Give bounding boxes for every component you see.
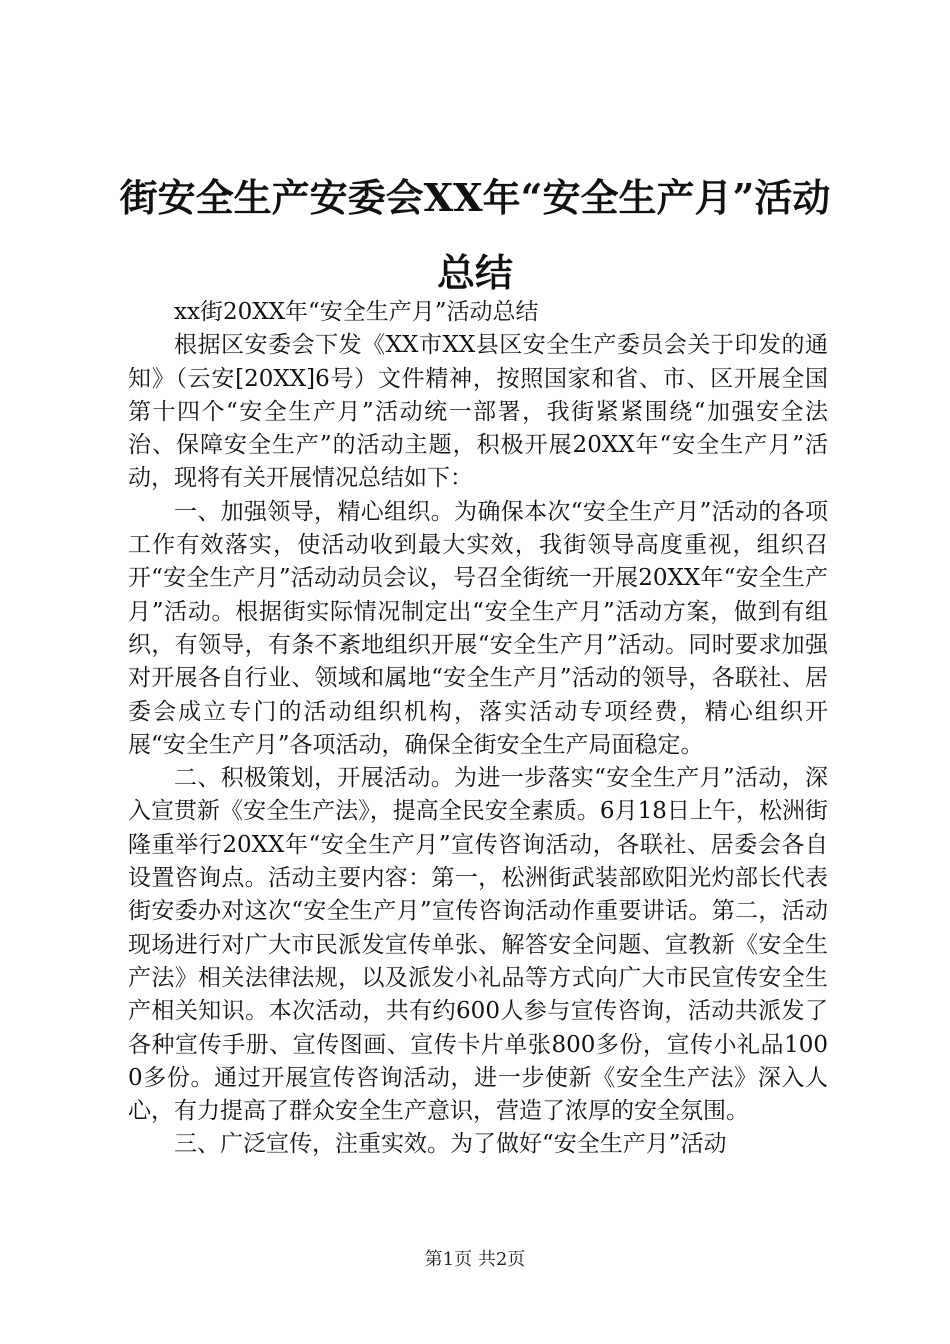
title-line-2: 总结 (436, 250, 513, 295)
paragraph-intro: 根据区安委会下发《XX市XX县区安全生产委员会关于印发的通知》（云安[20XX]6号）文件精神，按照国家和省、市、区开展全国第十四个“安全生产月”活动统一部署，我街紧紧围绕“加强安全法治、保障安全生产”的活动主题，积极开展20XX年“安全生产月”活动，现将有关开展情况总结如下： (128, 332, 828, 492)
paragraph-section-3: 三、广泛宣传，注重实效。为了做好“安全生产月”活动 (174, 1131, 727, 1158)
paragraph-section-1: 一、加强领导，精心组织。为确保本次“安全生产月”活动的各项工作有效落实，使活动收到最大实效，我街领导高度重视，组织召开“安全生产月”活动动员会议，号召全街统一开展20XX年“安全生产月”活动。根据街实际情况制定出“安全生产月”活动方案，做到有组织，有领导，有条不紊地组织开展“安全生产月”活动。同时要求加强对开展各自行业、领域和属地“安全生产月”活动的领导，各联社、居委会成立专门的活动组织机构，落实活动专项经费，精心组织开展“安全生产月”各项活动，确保全街安全生产局面稳定。 (128, 498, 828, 758)
document-body (128, 296, 828, 1162)
document-title (110, 160, 840, 310)
title-line-1: 街安全生产安委会XX年“安全生产月”活动 (119, 175, 831, 220)
paragraph-section-2: 二、积极策划，开展活动。为进一步落实“安全生产月”活动，深入宣贯新《安全生产法》，提高全民安全素质。6月18日上午，松洲街隆重举行20XX年“安全生产月”宣传咨询活动，各联社、居委会各自设置咨询点。活动主要内容：第一，松洲街武装部欧阳光灼部长代表街安委办对这次“安全生产月”宣传咨询活动作重要讲话。第二，活动现场进行对广大市民派发宣传单张、解答安全问题、宣教新《安全生产法》相关法律法规，以及派发小礼品等方式向广大市民宣传安全生产相关知识。本次活动，共有约600人参与宣传咨询，活动共派发了各种宣传手册、宣传图画、宣传卡片单张800多份，宣传小礼品1000多份。通过开展宣传咨询活动，进一步使新《安全生产法》深入人心，有力提高了群众安全生产意识，营造了浓厚的安全氛围。 (128, 765, 828, 1125)
page-number-footer: 第1页 共2页 (424, 1249, 526, 1270)
paragraph-subtitle: xx街20XX年“安全生产月”活动总结 (174, 299, 539, 325)
